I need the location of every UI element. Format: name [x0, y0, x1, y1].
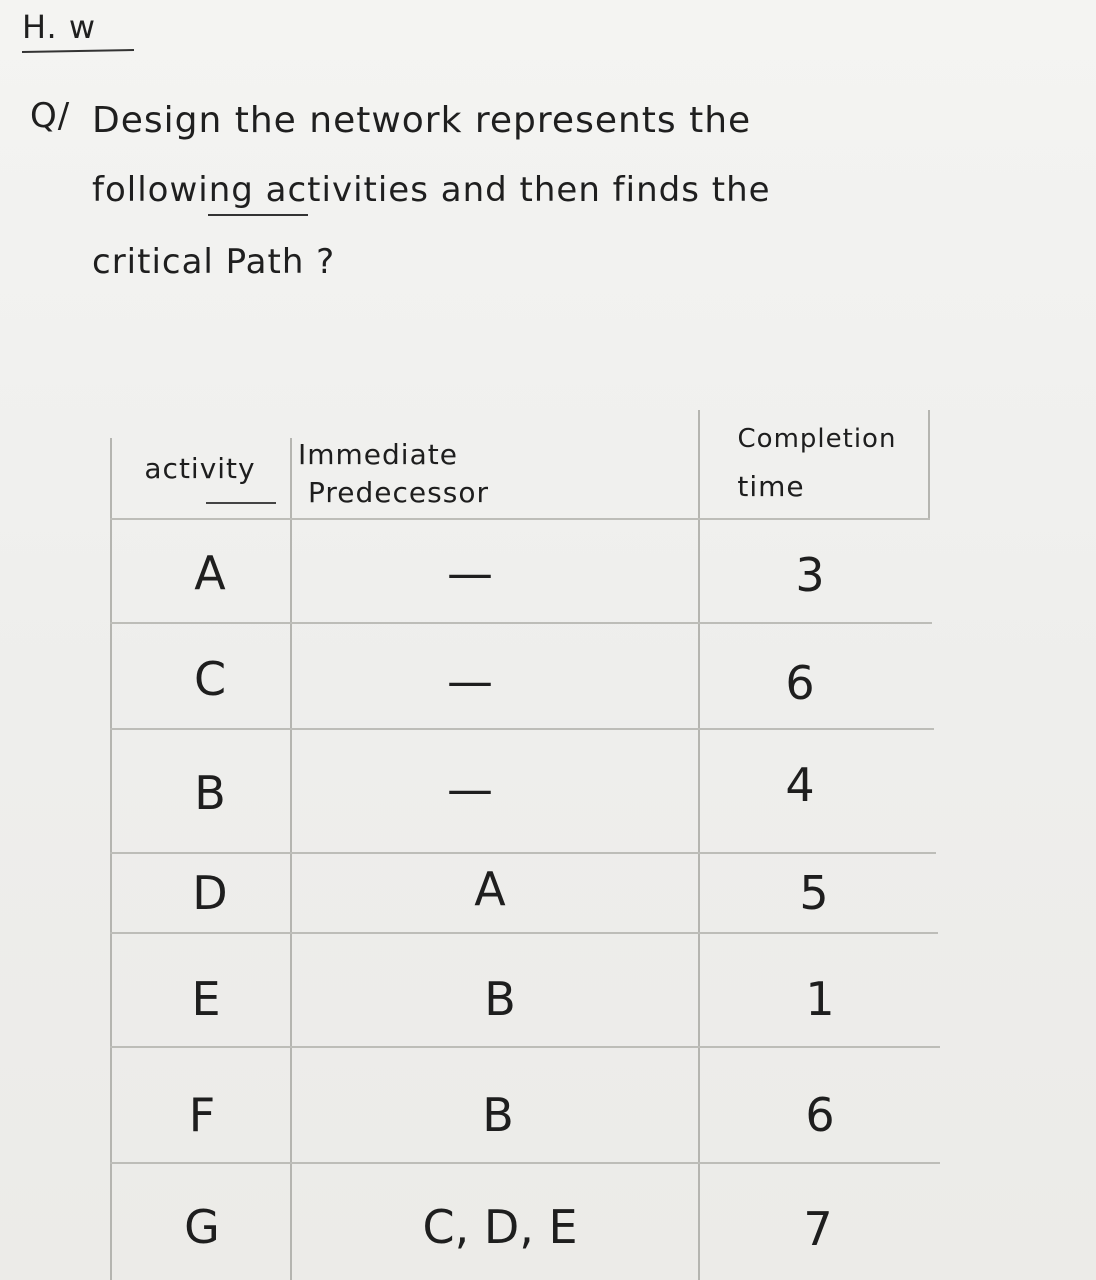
row-7-activity: G [184, 1200, 220, 1254]
row-rule-1 [110, 622, 932, 624]
activity-table [110, 410, 940, 1280]
row-6-activity: F [188, 1088, 216, 1142]
question-mark-label: Q/ [30, 96, 71, 136]
row-rule-2 [110, 728, 934, 730]
activity-underline [206, 502, 276, 504]
column-header-time-line1: Completion [737, 424, 897, 454]
row-5-activity: E [191, 972, 221, 1026]
row-7-predecessor: C, D, E [422, 1200, 578, 1254]
row-4-time: 5 [799, 866, 829, 920]
row-2-activity: C [193, 652, 227, 706]
homework-label: H. w [22, 8, 97, 46]
row-1-time: 3 [795, 548, 825, 602]
row-6-time: 6 [805, 1088, 835, 1142]
question-line-3: critical Path ? [92, 242, 336, 282]
column-header-predecessor-line1: Immediate [298, 438, 458, 471]
column-header-time-line2: time [737, 470, 805, 503]
row-3-time: 4 [785, 758, 815, 812]
question-line-1: Design the network represents the [92, 100, 752, 141]
row-3-activity: B [194, 766, 226, 820]
row-7-time: 7 [803, 1202, 833, 1256]
row-rule-3 [110, 852, 936, 854]
row-2-time: 6 [785, 656, 815, 710]
row-5-predecessor: B [484, 972, 516, 1026]
homework-underline [22, 49, 134, 53]
following-underline [208, 214, 308, 216]
row-2-predecessor: — [447, 654, 493, 708]
row-rule-6 [110, 1162, 940, 1164]
header-rule [110, 518, 930, 520]
row-5-time: 1 [805, 972, 835, 1026]
row-rule-5 [110, 1046, 940, 1048]
row-1-activity: A [194, 546, 226, 600]
table-left-border [110, 438, 112, 1280]
row-rule-4 [110, 932, 938, 934]
column-header-predecessor-line2: Predecessor [308, 476, 489, 509]
row-1-predecessor: — [447, 546, 493, 600]
row-3-predecessor: — [447, 762, 493, 816]
table-right-border [928, 410, 930, 520]
question-line-2: following activities and then finds the [92, 170, 771, 210]
column-header-activity: activity [144, 452, 256, 485]
table-divider-1 [290, 438, 292, 1280]
row-6-predecessor: B [482, 1088, 514, 1142]
table-divider-2 [698, 410, 700, 1280]
row-4-predecessor: A [474, 862, 506, 916]
row-4-activity: D [192, 866, 228, 920]
